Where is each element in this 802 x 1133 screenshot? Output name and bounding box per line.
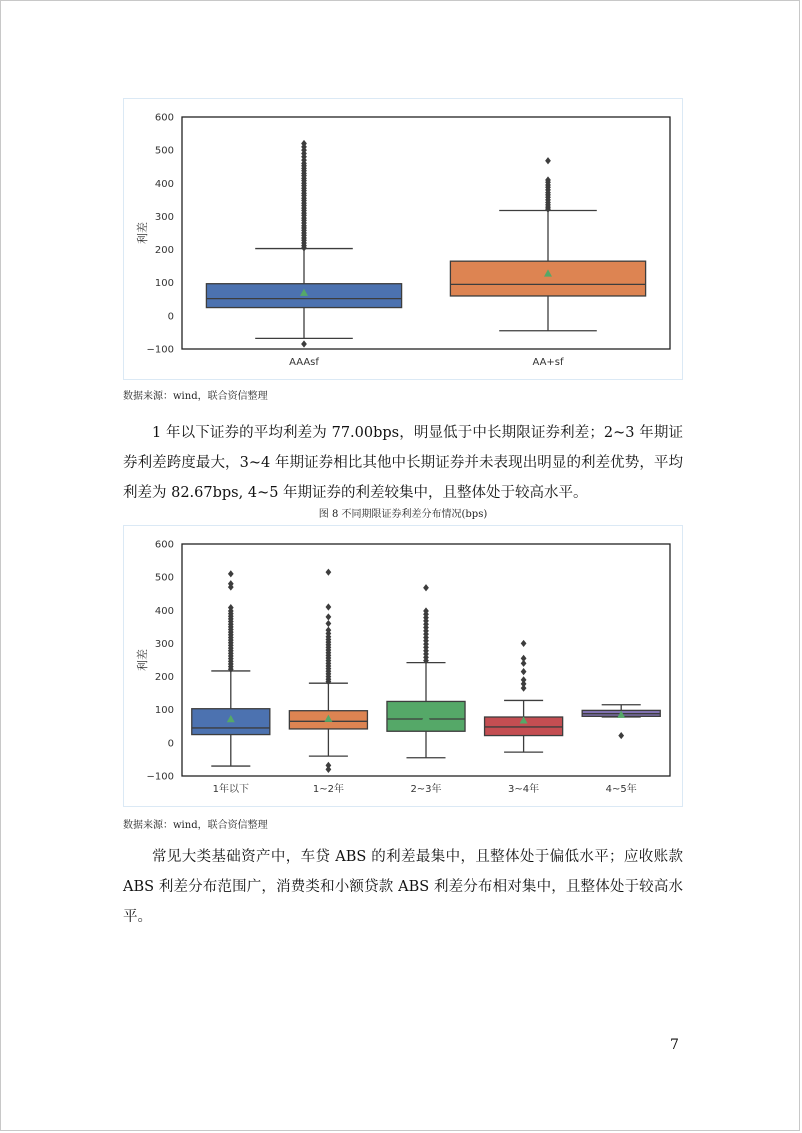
box-iqr — [450, 261, 645, 296]
boxplot-term-spread — [124, 526, 684, 808]
y-tick-label: 400 — [154, 178, 174, 190]
x-tick-label: 1年以下 — [212, 784, 249, 795]
y-tick-label: 600 — [154, 112, 174, 124]
x-tick-label: 3~4年 — [508, 784, 540, 795]
box-group-3 — [485, 640, 563, 752]
paragraph-1 — [123, 418, 683, 508]
outlier-point — [618, 732, 624, 739]
box-group-1 — [289, 569, 367, 773]
source-note-2: 数据来源：wind，联合资信整理 — [123, 820, 268, 831]
page-number: 7 — [670, 1037, 679, 1053]
y-tick-label: 300 — [154, 638, 174, 650]
plot-frame — [182, 117, 670, 349]
outlier-point — [326, 603, 332, 610]
chart-box-term — [123, 525, 683, 807]
y-tick-label: 0 — [167, 738, 174, 750]
x-tick-label: AAAsf — [289, 357, 319, 368]
y-tick-label: −100 — [146, 344, 174, 356]
outlier-point — [521, 640, 527, 647]
box-group-2 — [387, 584, 465, 758]
x-tick-label: 4~5年 — [605, 784, 637, 795]
box-group-4 — [582, 705, 660, 739]
outlier-point — [326, 569, 332, 576]
y-tick-label: 100 — [154, 705, 174, 717]
y-tick-label: 500 — [154, 572, 174, 584]
box-group-1 — [450, 157, 645, 331]
boxplot-rating-spread — [124, 99, 684, 381]
paragraph-1-text: 1 年以下证券的平均利差为 77.00bps，明显低于中长期限证券利差；2~3 年期证券利差跨度最大，3~4 年期证券相比其他中长期证券并未表现出明显的利差优势，平均利差为 82.67bps, 4~5 年期证券的利差较集中，且整体处于较高水平。 — [123, 425, 683, 501]
chart-box-rating — [123, 98, 683, 380]
outlier-point — [545, 157, 551, 164]
paragraph-2-text: 常见大类基础资产中，车贷 ABS 的利差最集中，且整体处于偏低水平；应收账款 ABS 利差分布范围广，消费类和小额贷款 ABS 利差分布相对集中，且整体处于较高水平。 — [123, 849, 683, 925]
y-axis-label: 利差 — [136, 649, 149, 671]
x-tick-label: 1~2年 — [312, 784, 344, 795]
y-tick-label: 500 — [154, 145, 174, 157]
source-note-1: 数据来源：wind，联合资信整理 — [123, 391, 268, 402]
box-group-0 — [206, 140, 401, 348]
y-tick-label: −100 — [146, 771, 174, 783]
y-tick-label: 600 — [154, 539, 174, 551]
paragraph-2 — [123, 842, 683, 932]
x-tick-label: AA+sf — [532, 357, 564, 368]
outlier-point — [326, 620, 332, 627]
y-tick-label: 0 — [167, 311, 174, 323]
x-tick-label: 2~3年 — [410, 784, 442, 795]
outlier-point — [301, 340, 307, 347]
y-tick-label: 300 — [154, 211, 174, 223]
box-group-0 — [192, 570, 270, 766]
figure-8-caption: 图 8 不同期限证券利差分布情况(bps) — [318, 509, 488, 520]
outlier-point — [521, 668, 527, 675]
y-tick-label: 200 — [154, 672, 174, 684]
y-tick-label: 200 — [154, 245, 174, 257]
outlier-point — [228, 570, 234, 577]
outlier-point — [326, 766, 332, 773]
y-tick-label: 400 — [154, 605, 174, 617]
outlier-point — [326, 613, 332, 620]
outlier-point — [521, 655, 527, 662]
outlier-point — [423, 584, 429, 591]
outlier-point — [521, 676, 527, 683]
y-tick-label: 100 — [154, 278, 174, 290]
y-axis-label: 利差 — [136, 222, 149, 244]
